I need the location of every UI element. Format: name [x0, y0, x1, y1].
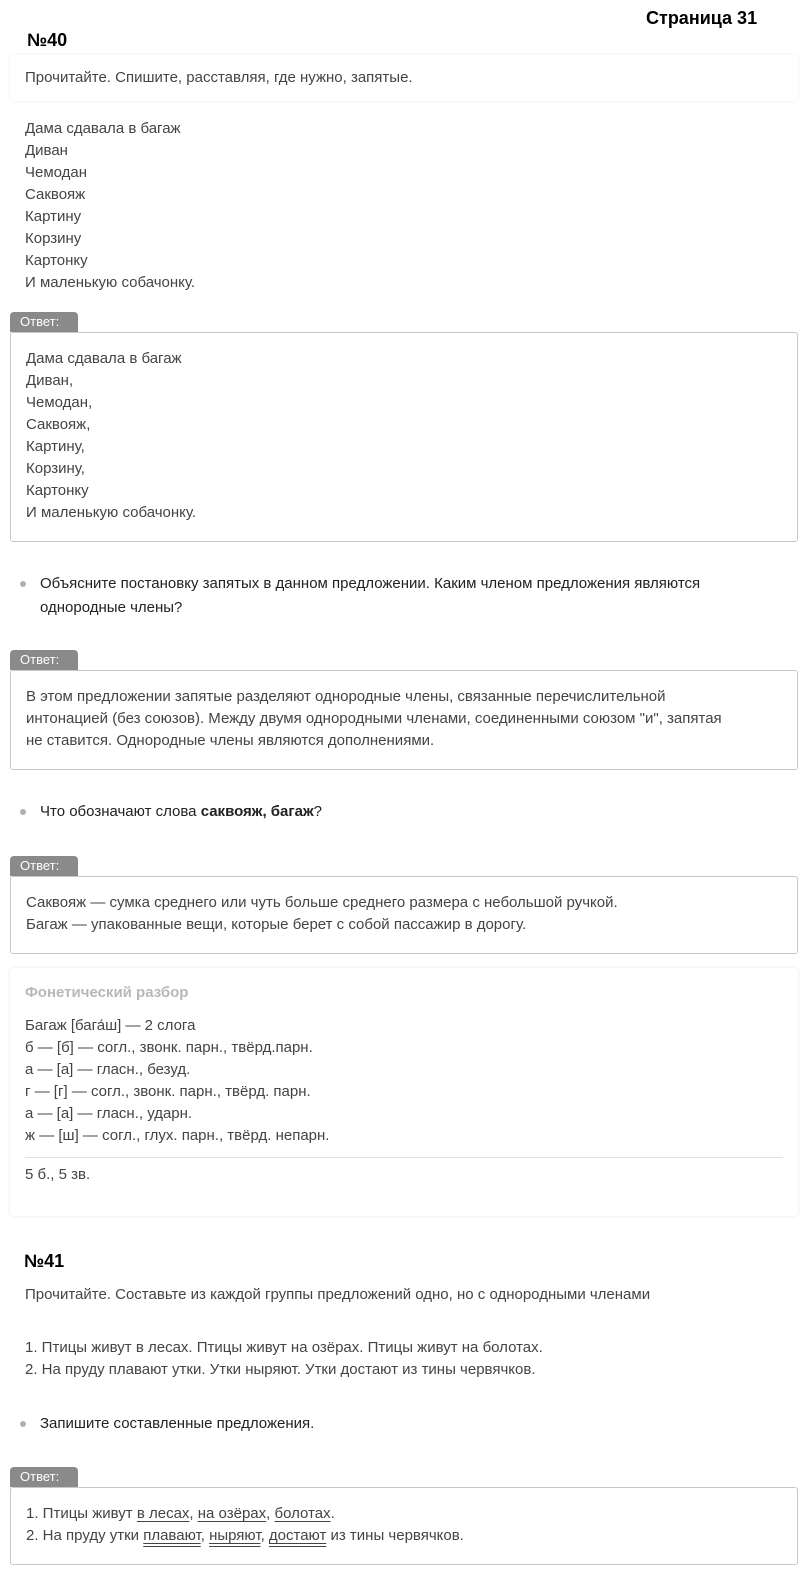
task-41-number: №41 [24, 1251, 65, 1271]
underlined-word: в лесах [136, 1505, 190, 1522]
poem-line: Саквояж [25, 186, 86, 203]
double-underlined-word: ныряют [209, 1527, 261, 1544]
answer-line: Корзину, [26, 460, 85, 477]
phonetic-line: Багаж [бага́ш] — 2 слога [25, 1017, 196, 1034]
question-2-line: Объясните постановку запятых в данном предложении. Каким членом предложения являются [40, 575, 701, 592]
double-underlined-word: достают [268, 1527, 327, 1544]
phonetic-line: б — [б] — согл., звонк. парн., твёрд.парн. [25, 1039, 313, 1056]
answer-line: В этом предложении запятые разделяют однородные члены, связанные перечислительной [26, 688, 666, 705]
comma: , [266, 1505, 275, 1522]
answer-line-2 [26, 1525, 782, 1547]
poem-line: Чемодан [25, 164, 88, 181]
answer-line: Дама сдавала в багаж [26, 350, 182, 367]
poem-line: Картонку [25, 252, 88, 269]
answer-box-4 [10, 1487, 798, 1565]
task-41-instruction [25, 1284, 650, 1306]
phonetic-line: г — [г] — согл., звонк. парн., твёрд. парн. [25, 1083, 311, 1100]
answer-line: И маленькую собачонку. [26, 504, 197, 521]
answer-line: Саквояж — сумка среднего или чуть больше среднего размера с небольшой ручкой. [26, 894, 618, 911]
answer-label: Ответ: [10, 1467, 78, 1487]
answer-text: 2. На пруду утки [26, 1527, 144, 1544]
question-3-bold-words: саквояж, багаж [200, 803, 314, 820]
task-41-item: 1. Птицы живут в лесах. Птицы живут на озёрах. Птицы живут на болотах. [25, 1339, 543, 1356]
phonetic-lines [25, 1015, 783, 1147]
answer-text: 1. Птицы живут [26, 1505, 137, 1522]
answer-text: из тины червячков. [326, 1527, 464, 1544]
answer-line-1 [26, 1503, 782, 1525]
task-41-items [25, 1337, 543, 1381]
phonetic-summary: 5 б., 5 зв. [25, 1166, 91, 1183]
task-40-number: №40 [27, 30, 68, 50]
phonetic-line: а — [а] — гласн., ударн. [25, 1105, 193, 1122]
phonetic-analysis-box [10, 968, 798, 1216]
question-3-suffix: ? [313, 803, 322, 820]
poem-line: И маленькую собачонку. [25, 274, 196, 291]
comma: , [189, 1505, 198, 1522]
underlined-word: болотах [274, 1505, 331, 1522]
phonetic-title: Фонетический разбор [25, 984, 189, 1001]
poem-line: Корзину [25, 230, 82, 247]
task-40-poem [25, 118, 195, 294]
task-41-item: 2. На пруду плавают утки. Утки ныряют. Утки достают из тины червячков. [25, 1361, 536, 1378]
task-41-question-text: Запишите составленные предложения. [40, 1415, 315, 1432]
question-2 [20, 572, 700, 620]
question-3 [20, 800, 322, 824]
task-41-instruction-text: Прочитайте. Составьте из каждой группы предложений одно, но с однородными членами [25, 1286, 651, 1303]
answer-line: Багаж — упакованные вещи, которые берет с собой пассажир в дорогу. [26, 916, 527, 933]
answer-text: . [330, 1505, 335, 1522]
task-40-instruction: Прочитайте. Спишите, расставляя, где нужно, запятые. [25, 69, 413, 86]
answer-line: Диван, [26, 372, 74, 389]
answer-label: Ответ: [10, 650, 78, 670]
bullet-dot-icon [20, 1421, 26, 1427]
question-3-text [40, 800, 322, 824]
answer-label: Ответ: [10, 312, 78, 332]
divider [25, 1157, 783, 1158]
answer-line: Чемодан, [26, 394, 93, 411]
answer-line: Саквояж, [26, 416, 91, 433]
answer-box-1 [10, 332, 798, 542]
answer-line: Картину, [26, 438, 85, 455]
poem-line: Диван [25, 142, 68, 159]
comma: , [260, 1527, 269, 1544]
answer-line: интонацией (без союзов). Между двумя однородными членами, соединенными союзом "и", запятая [26, 710, 722, 727]
answer-line: Картонку [26, 482, 89, 499]
phonetic-line: а — [а] — гласн., безуд. [25, 1061, 191, 1078]
poem-line: Дама сдавала в багаж [25, 120, 181, 137]
underlined-word: на озёрах [197, 1505, 267, 1522]
page-title: Страница 31 [646, 8, 758, 28]
task-41-question [20, 1412, 314, 1436]
question-2-line: однородные члены? [40, 599, 183, 616]
question-3-prefix: Что обозначают слова [40, 803, 201, 820]
poem-line: Картину [25, 208, 82, 225]
phonetic-line: ж — [ш] — согл., глух. парн., твёрд. непарн. [25, 1127, 330, 1144]
comma: , [200, 1527, 210, 1544]
answer-label: Ответ: [10, 856, 78, 876]
answer-box-3 [10, 876, 798, 954]
task-40-instruction-box [10, 55, 798, 101]
bullet-dot-icon [20, 809, 26, 815]
bullet-dot-icon [20, 581, 26, 587]
answer-box-2 [10, 670, 798, 770]
answer-line: не ставится. Однородные члены являются дополнениями. [26, 732, 435, 749]
double-underlined-word: плавают [143, 1527, 201, 1544]
